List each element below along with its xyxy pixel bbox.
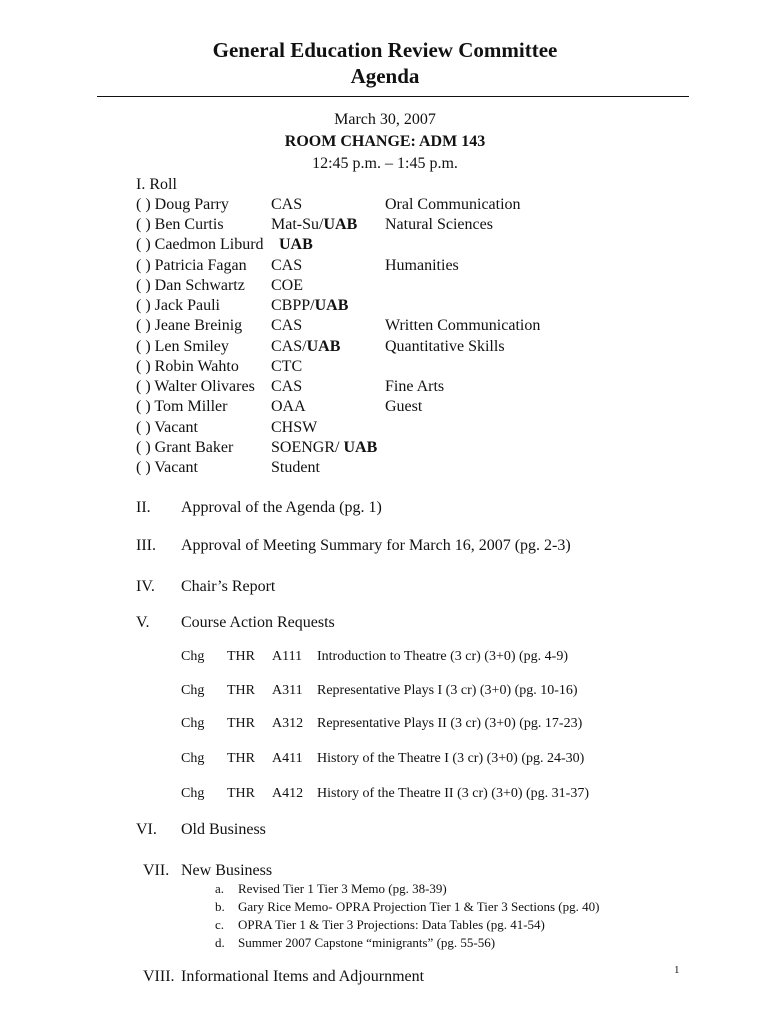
- section-chairs-report: Chair’s Report: [181, 578, 276, 595]
- roll-member-name: ( ) Vacant: [136, 459, 198, 476]
- title-divider: [97, 96, 689, 97]
- list-item-letter: b.: [215, 899, 225, 914]
- course-action: Chg: [181, 716, 205, 731]
- course-number: A411: [272, 751, 303, 766]
- document-title: General Education Review Committee: [212, 38, 558, 62]
- roll-member-unit: CAS: [271, 196, 303, 213]
- roll-member-unit: CAS: [271, 317, 303, 334]
- course-dept: THR: [227, 751, 255, 766]
- roll-member-area: Guest: [385, 398, 423, 415]
- course-action: Chg: [181, 649, 205, 664]
- roll-member-unit: COE: [271, 277, 303, 294]
- roll-member-name: ( ) Caedmon Liburd: [136, 236, 264, 253]
- roll-member-unit: CHSW: [271, 419, 318, 436]
- roll-member-name: ( ) Ben Curtis: [136, 216, 224, 233]
- course-description: Introduction to Theatre (3 cr) (3+0) (pg. 4-9): [317, 649, 568, 664]
- roll-member-unit: CAS: [271, 378, 303, 395]
- course-dept: THR: [227, 786, 255, 801]
- roll-member-area: Written Communication: [385, 317, 541, 334]
- section-course-action-requests: Course Action Requests: [181, 614, 335, 631]
- roll-member-name: ( ) Jeane Breinig: [136, 317, 243, 334]
- roll-member-name: ( ) Doug Parry: [136, 196, 229, 213]
- course-description: History of the Theatre II (3 cr) (3+0) (pg. 31-37): [317, 786, 589, 801]
- roll-member-area: Fine Arts: [385, 378, 445, 395]
- course-description: History of the Theatre I (3 cr) (3+0) (pg. 24-30): [317, 751, 585, 766]
- list-item: Revised Tier 1 Tier 3 Memo (pg. 38-39): [238, 881, 447, 896]
- course-dept: THR: [227, 716, 255, 731]
- roll-member-area: Humanities: [385, 257, 459, 274]
- roll-member-name: ( ) Dan Schwartz: [136, 277, 245, 294]
- roll-member-name: ( ) Vacant: [136, 419, 198, 436]
- roll-member-unit: CAS: [271, 257, 303, 274]
- course-description: Representative Plays II (3 cr) (3+0) (pg. 17-23): [317, 716, 583, 731]
- roll-member-area: Natural Sciences: [385, 216, 493, 233]
- section-informational-items: Informational Items and Adjournment: [181, 968, 425, 985]
- section-new-business: New Business: [181, 862, 273, 879]
- section-number: VI.: [136, 821, 157, 838]
- list-item: Gary Rice Memo- OPRA Projection Tier 1 & Tier 3 Sections (pg. 40): [238, 899, 600, 914]
- roll-member-name: ( ) Walter Olivares: [136, 378, 255, 395]
- section-number: II.: [136, 499, 151, 516]
- roll-member-name: ( ) Robin Wahto: [136, 358, 239, 375]
- section-number: V.: [136, 614, 150, 631]
- course-dept: THR: [227, 683, 255, 698]
- roll-member-unit: OAA: [271, 398, 306, 415]
- section-approval-agenda: Approval of the Agenda (pg. 1): [181, 499, 382, 516]
- roll-member-name: ( ) Patricia Fagan: [136, 257, 247, 274]
- course-action: Chg: [181, 786, 205, 801]
- list-item-letter: d.: [215, 935, 225, 950]
- roll-member-area: Oral Communication: [385, 196, 521, 213]
- section-approval-summary: Approval of Meeting Summary for March 16, 2007 (pg. 2-3): [181, 537, 571, 554]
- course-number: A412: [272, 786, 304, 801]
- section-number: IV.: [136, 578, 155, 595]
- list-item-letter: a.: [215, 881, 225, 896]
- course-number: A111: [272, 649, 303, 664]
- course-number: A312: [272, 716, 304, 731]
- roll-member-unit: CAS/UAB: [271, 338, 341, 355]
- course-number: A311: [272, 683, 303, 698]
- roll-member-unit: SOENGR/ UAB: [271, 439, 378, 456]
- document-subtitle: Agenda: [350, 64, 420, 88]
- roll-member-unit: Student: [271, 459, 320, 476]
- roll-member-area: Quantitative Skills: [385, 338, 505, 355]
- list-item: OPRA Tier 1 & Tier 3 Projections: Data Tables (pg. 41-54): [238, 917, 545, 932]
- meeting-time: 12:45 p.m. – 1:45 p.m.: [312, 155, 458, 172]
- list-item: Summer 2007 Capstone “minigrants” (pg. 55-56): [238, 935, 496, 950]
- section-old-business: Old Business: [181, 821, 266, 838]
- roll-member-unit: UAB: [279, 236, 313, 253]
- roll-member-name: ( ) Jack Pauli: [136, 297, 220, 314]
- section-number: VIII.: [143, 968, 175, 985]
- roll-heading: I. Roll: [136, 176, 177, 193]
- course-action: Chg: [181, 751, 205, 766]
- course-action: Chg: [181, 683, 205, 698]
- roll-member-name: ( ) Tom Miller: [136, 398, 228, 415]
- roll-member-name: ( ) Len Smiley: [136, 338, 229, 355]
- roll-member-unit: CTC: [271, 358, 303, 375]
- section-number: III.: [136, 537, 156, 554]
- course-dept: THR: [227, 649, 255, 664]
- roll-member-unit: CBPP/UAB: [271, 297, 349, 314]
- roll-member-name: ( ) Grant Baker: [136, 439, 234, 456]
- course-description: Representative Plays I (3 cr) (3+0) (pg. 10-16): [317, 683, 578, 698]
- room-change-notice: ROOM CHANGE: ADM 143: [284, 133, 486, 150]
- list-item-letter: c.: [215, 917, 225, 932]
- page-number: 1: [674, 964, 680, 976]
- roll-member-unit: Mat-Su/UAB: [271, 216, 358, 233]
- meeting-date: March 30, 2007: [334, 111, 436, 128]
- section-number: VII.: [143, 862, 170, 879]
